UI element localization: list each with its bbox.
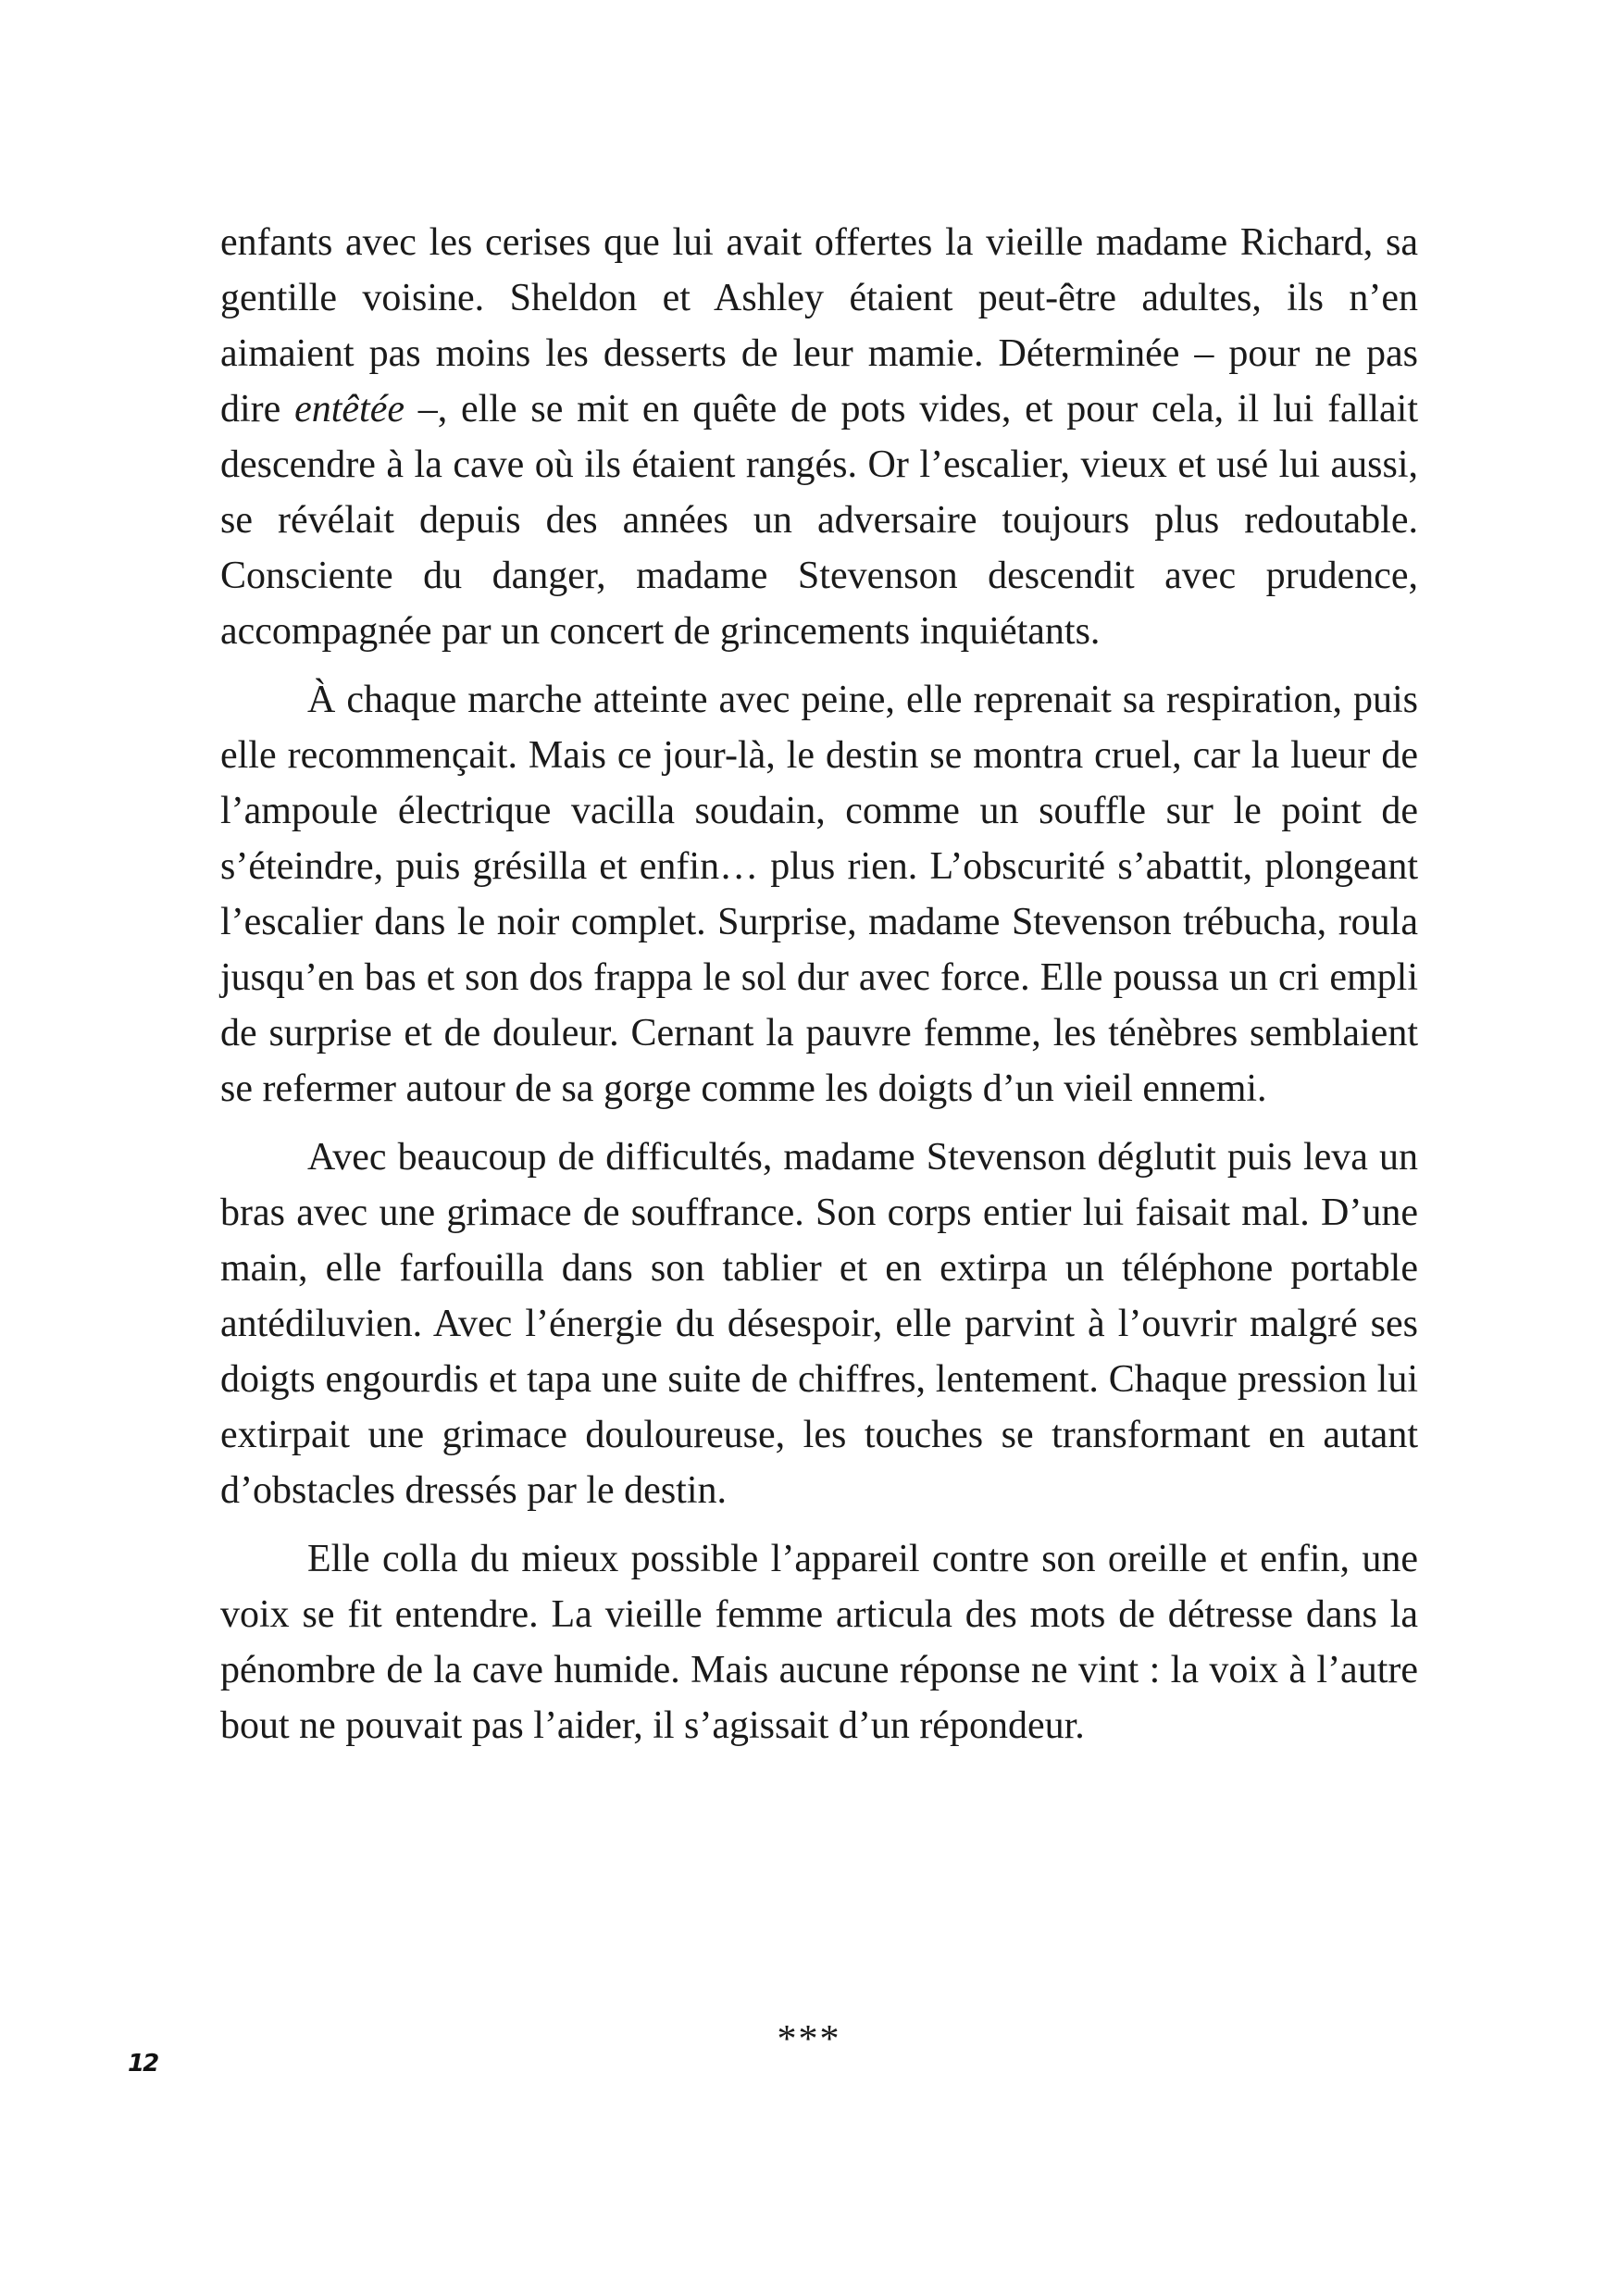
paragraph-3: Avec beaucoup de difficultés, madame Stevenson déglutit puis leva un bras avec une grimace de souffrance. Son corps entier lui faisait mal. D’une main, elle farfouilla dans son tablier et en extirpa un téléphone portable antédiluvien. Avec l’énergie du désespoir, elle parvint à l’ouvrir malgré ses doigts engourdis et tapa une suite de chiffres, lentement. Chaque pression lui extirpait une grimace douloureuse, les touches se transformant en autant d’obstacles dressés par le destin. xyxy=(220,1136,1418,1512)
paragraph-1 xyxy=(220,215,1418,659)
body-text xyxy=(220,215,1418,1766)
paragraph-1-text-end: –, elle se mit en quête de pots vides, et pour cela, il lui fallait descendre à la cave où ils étaient rangés. Or l’escalier, vieux et usé lui aussi, se révélait depuis des années un adversaire toujours plus redoutable. Consciente du danger, madame Stevenson descendit avec prudence, accompagnée par un concert de grincements inquiétants. xyxy=(220,388,1419,653)
page-number: 12 xyxy=(128,2050,158,2078)
emphasis-word: entêtée xyxy=(294,388,404,430)
paragraph-1-text-start: enfants avec les cerises que lui avait offertes la vieille madame Richard, sa gentille voisine. Sheldon et Ashley étaient peut-être adultes, ils n’en aimaient pas moins les desserts de leur mamie. Déterminée – pour ne pas dire xyxy=(220,221,1418,430)
paragraph-4: Elle colla du mieux possible l’appareil contre son oreille et enfin, une voix se fit entendre. La vieille femme articula des mots de détresse dans la pénombre de la cave humide. Mais aucune réponse ne vint : la voix à l’autre bout ne pouvait pas l’aider, il s’agissait d’un répondeur. xyxy=(220,1538,1418,1747)
paragraph-2: À chaque marche atteinte avec peine, elle reprenait sa respiration, puis elle recommençait. Mais ce jour-là, le destin se montra cruel, car la lueur de l’ampoule électrique vacilla soudain, comme un souffle sur le point de s’éteindre, puis grésilla et enfin… plus rien. L’obscurité s’abattit, plongeant l’escalier dans le noir complet. Surprise, madame Stevenson trébucha, roula jusqu’en bas et son dos frappa le sol dur avec force. Elle poussa un cri empli de surprise et de douleur. Cernant la pauvre femme, les ténèbres semblaient se refermer autour de sa gorge comme les doigts d’un vieil ennemi. xyxy=(220,679,1418,1110)
section-separator: *** xyxy=(777,2018,841,2061)
